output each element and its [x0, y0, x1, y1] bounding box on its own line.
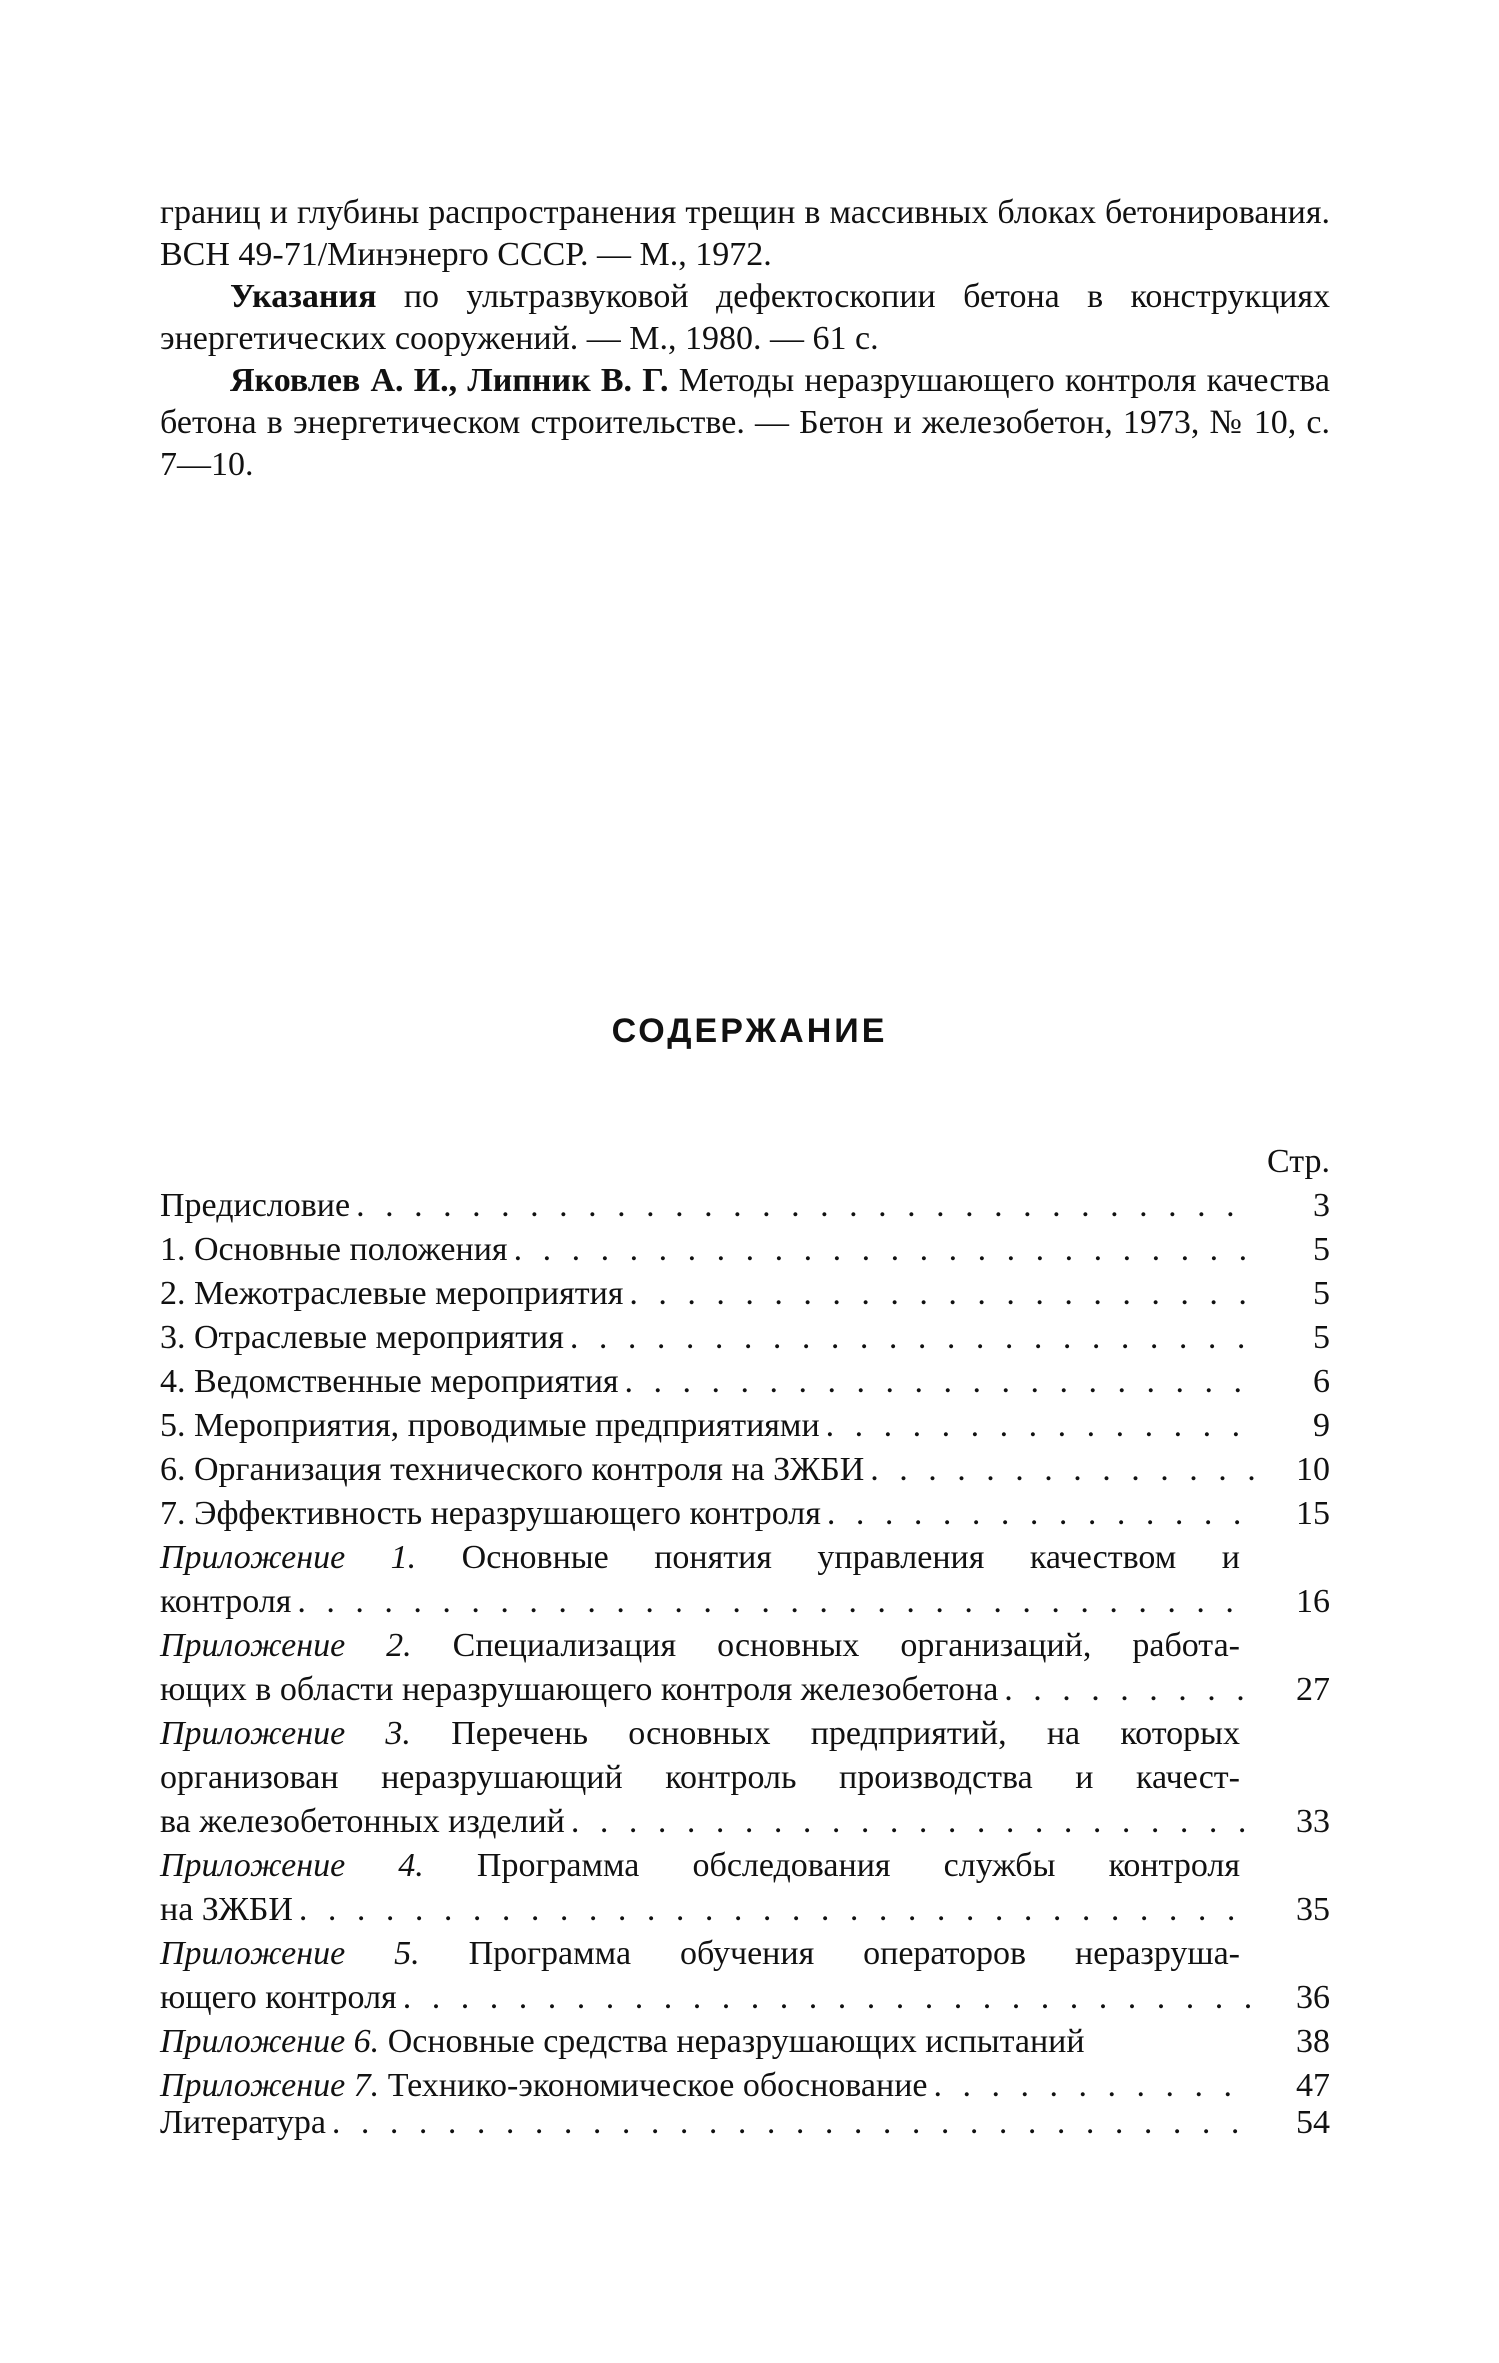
toc-label: 3. Отраслевые мероприятия: [160, 1319, 564, 1356]
toc-page: 15: [1296, 1495, 1330, 1532]
reference-continuation: границ и глубины распространения трещин в массивных блоках бетонирования. ВСН 49-71/Минэнерго СССР. — М., 1972.: [160, 194, 1330, 273]
toc-entry: [160, 1800, 1330, 1844]
leader-dots: [870, 1448, 1254, 1492]
reference-author: Яковлев А. И., Липник В. Г.: [230, 362, 669, 399]
toc-entry: [160, 1404, 1330, 1448]
toc-entry: [160, 1316, 1330, 1360]
appendix-prefix: Приложение 7.: [160, 2067, 380, 2104]
leader-dots: [1004, 1668, 1254, 1712]
toc-entry: [160, 1888, 1330, 1932]
leader-dots: [629, 1272, 1254, 1316]
reference-entry: [160, 360, 1330, 486]
leader-dots: [299, 1888, 1254, 1932]
reference-text: Методы неразрушающего контроля качества бетона в энергетическом строительстве. — Бетон и железобетон, 1973, № 10, с. 7—10.: [160, 362, 1330, 483]
toc-page: 38: [1296, 2023, 1330, 2060]
toc-label: 6. Организация технического контроля на ЗЖБИ: [160, 1451, 865, 1488]
toc-label: [160, 2064, 928, 2108]
reference-text: по ультразвуковой дефектоскопии бетона в конструкциях энергетических сооружений. — М., 1980. — 61 с.: [160, 278, 1330, 357]
toc-entry: [160, 1976, 1330, 2020]
appendix-title: Специализация основных организаций, работа-: [411, 1627, 1240, 1664]
references-block: [160, 192, 1330, 486]
toc-label: 5. Мероприятия, проводимые предприятиями: [160, 1407, 820, 1444]
toc-label: ющего контроля: [160, 1979, 397, 2016]
reference-entry: [160, 276, 1330, 360]
toc-entry: [160, 1360, 1330, 1404]
toc-page: 54: [1296, 2104, 1330, 2141]
toc-entry: [160, 1448, 1330, 1492]
page-column-header: Стр.: [1266, 1143, 1330, 1180]
appendix-title: Программа обучения операторов неразруша-: [419, 1935, 1240, 1972]
toc-label: 2. Межотраслевые мероприятия: [160, 1275, 624, 1312]
toc-appendix-line: [160, 1536, 1330, 1580]
toc-label: 4. Ведомственные мероприятия: [160, 1363, 619, 1400]
appendix-prefix: Приложение 2.: [160, 1627, 412, 1664]
toc-appendix-line: [160, 1624, 1330, 1668]
toc-entry: [160, 1272, 1330, 1316]
toc-appendix-line: организован неразрушающий контроль производства и качест-: [160, 1759, 1240, 1796]
appendix-title: Перечень основных предприятий, на которых: [410, 1715, 1240, 1752]
leader-dots: [403, 1976, 1254, 2020]
toc-label: [160, 2020, 1085, 2064]
leader-dots: [356, 1184, 1254, 1228]
toc-entry: [160, 1668, 1330, 1712]
appendix-prefix: Приложение 5.: [160, 1935, 420, 1972]
toc-page: 5: [1313, 1319, 1330, 1356]
toc-appendix-line: [160, 1932, 1330, 1976]
appendix-prefix: Приложение 6.: [160, 2023, 380, 2060]
appendix-title: Основные понятия управления качеством и: [416, 1539, 1240, 1576]
leader-dots: [934, 2064, 1255, 2108]
toc-appendix-line: [160, 1712, 1330, 1756]
toc-entry: [160, 1184, 1330, 1228]
toc-page: 16: [1296, 1583, 1330, 1620]
appendix-prefix: Приложение 4.: [160, 1847, 424, 1884]
toc-label: Литература: [160, 2104, 326, 2141]
toc-page: 3: [1313, 1187, 1330, 1224]
leader-dots: [514, 1228, 1254, 1272]
toc-label: Предисловие: [160, 1187, 351, 1224]
toc-page: 47: [1296, 2067, 1330, 2104]
toc-entry: [160, 2104, 1330, 2141]
toc-label: контроля: [160, 1583, 292, 1620]
leader-dots: [332, 2108, 1254, 2138]
appendix-title: Технико-экономическое обоснование: [379, 2067, 928, 2104]
leader-dots: [826, 1404, 1254, 1448]
leader-dots: [571, 1800, 1254, 1844]
appendix-prefix: Приложение 3.: [160, 1715, 411, 1752]
leader-dots: [827, 1492, 1254, 1536]
appendix-title: Программа обследования службы контроля: [423, 1847, 1240, 1884]
toc-label: на ЗЖБИ: [160, 1891, 293, 1928]
toc-page: 5: [1313, 1275, 1330, 1312]
toc-page: 27: [1296, 1671, 1330, 1708]
toc-page: 33: [1296, 1803, 1330, 1840]
toc-label: 1. Основные положения: [160, 1231, 508, 1268]
toc-page: 36: [1296, 1979, 1330, 2016]
toc-entry: [160, 1580, 1330, 1624]
appendix-title: Основные средства неразрушающих испытаний: [379, 2023, 1085, 2060]
leader-dots: [570, 1316, 1254, 1360]
leader-dots: [625, 1360, 1254, 1404]
toc-page: 9: [1313, 1407, 1330, 1444]
toc-label: ва железобетонных изделий: [160, 1803, 565, 1840]
appendix-prefix: Приложение 1.: [160, 1539, 417, 1576]
toc-page: 6: [1313, 1363, 1330, 1400]
toc-entry: [160, 2020, 1330, 2064]
toc-label: ющих в области неразрушающего контроля железобетона: [160, 1671, 999, 1708]
toc-page: 10: [1296, 1451, 1330, 1488]
leader-dots: [297, 1580, 1254, 1624]
toc-entry: [160, 1492, 1330, 1536]
reference-author: Указания: [230, 278, 377, 315]
toc-page: 35: [1296, 1891, 1330, 1928]
toc-page: 5: [1313, 1231, 1330, 1268]
toc-label: 7. Эффективность неразрушающего контроля: [160, 1495, 821, 1532]
table-of-contents: [160, 1140, 1330, 2141]
toc-entry: [160, 1228, 1330, 1272]
contents-title: СОДЕРЖАНИЕ: [611, 1012, 888, 1050]
toc-entry: [160, 2064, 1330, 2108]
toc-appendix-line: [160, 1844, 1330, 1888]
